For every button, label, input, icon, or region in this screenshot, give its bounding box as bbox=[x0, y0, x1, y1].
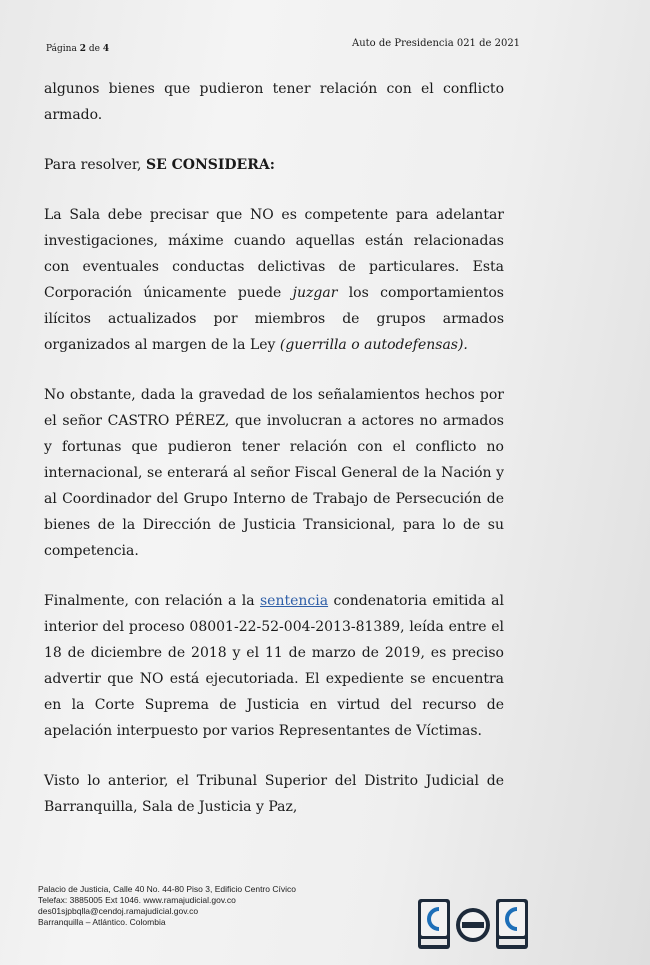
paragraph-5: Finalmente, con relación a la sentencia condenatoria emitida al interior del proceso 08001-22-52-004-2013-81389, leída entre el 18 de diciembre de 2018 y el 11 de marzo de 2019, es preciso advertir que NO está ejecutoriada. El expediente se encuentra en la Corte Suprema de Justicia en virtud del recurso de apelación interpuesto por varios Representantes de Víctimas. bbox=[44, 593, 505, 739]
paragraph-4: No obstante, dada la gravedad de los señalamientos hechos por el señor CASTRO PÉREZ, que involucran a actores no armados y fortunas que pudieron tener relación con el conflicto no internacional, se enterará al señor Fiscal General de la Nación y al Coordinador del Grupo Interno de Trabajo de Persecución de bienes de la Dirección de Justicia Transicional, para lo de su competencia. bbox=[44, 387, 504, 559]
sentencia-link[interactable]: sentencia bbox=[259, 593, 329, 609]
certification-logo-center-icon bbox=[456, 908, 490, 942]
page-number: Página 2 de 4 bbox=[46, 44, 110, 54]
footer-address: Palacio de Justicia, Calle 40 No. 44-80 Piso 3, Edificio Centro Cívico Telefax: 3885005 Ext 1046. www.ramajudicial.gov.co des01sjpbqlla@cendoj.ramajudicial.gov.co Barranquilla – Atlántico. Colombia bbox=[38, 884, 296, 927]
paragraph-2: Para resolver, SE CONSIDERA: bbox=[44, 157, 275, 173]
certification-logos bbox=[416, 893, 530, 955]
paragraph-3: La Sala debe precisar que NO es competente para adelantar investigaciones, máxime cuando aquellas están relacionadas con eventuales conductas delictivas de particulares. Esta Corporación únicamente puede juzgar los comportamientos ilícitos actualizados por miembros de grupos armados organizados al margen de la Ley (guerrilla o autodefensas). bbox=[44, 207, 504, 353]
document-body bbox=[44, 76, 504, 820]
certification-logo-left-icon bbox=[418, 899, 450, 949]
paragraph-1: algunos bienes que pudieron tener relación con el conflicto armado. bbox=[44, 81, 504, 123]
document-reference: Auto de Presidencia 021 de 2021 bbox=[352, 38, 521, 49]
certification-logo-right-icon bbox=[496, 899, 528, 949]
paragraph-6: Visto lo anterior, el Tribunal Superior del Distrito Judicial de Barranquilla, Sala de Justicia y Paz, bbox=[44, 773, 504, 815]
